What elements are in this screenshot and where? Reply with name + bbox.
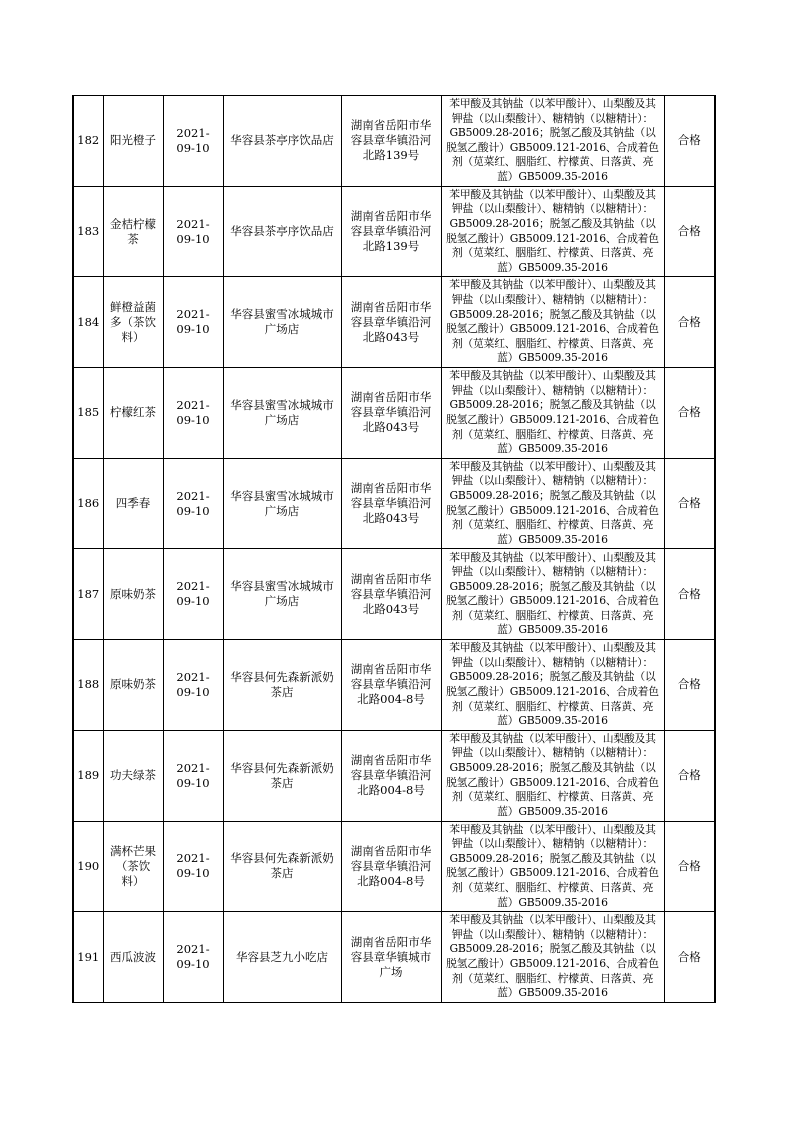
sampling-date: 2021-09-10 bbox=[163, 912, 223, 1003]
shop-name: 华容县蜜雪冰城城市广场店 bbox=[223, 458, 341, 549]
table-row bbox=[73, 368, 715, 459]
test-items: 苯甲酸及其钠盐（以苯甲酸计）、山梨酸及其钾盐（以山梨酸计）、糖精钠（以糖精计）：GB5009.28-2016；脱氢乙酸及其钠盐（以脱氢乙酸计）GB5009.121-2016、合成着色剂（苋菜红、胭脂红、柠檬黄、日落黄、亮蓝）GB5009.35-2016 bbox=[441, 186, 664, 277]
test-result: 合格 bbox=[664, 368, 715, 459]
shop-name: 华容县蜜雪冰城城市广场店 bbox=[223, 549, 341, 640]
table-row bbox=[73, 730, 715, 821]
shop-address: 湖南省岳阳市华容县章华镇沿河北路004-8号 bbox=[341, 640, 441, 731]
product-name: 原味奶茶 bbox=[103, 549, 163, 640]
row-number: 187 bbox=[73, 549, 103, 640]
row-number: 188 bbox=[73, 640, 103, 731]
test-result: 合格 bbox=[664, 96, 715, 187]
table-row bbox=[73, 277, 715, 368]
shop-address: 湖南省岳阳市华容县章华镇沿河北路004-8号 bbox=[341, 730, 441, 821]
test-items: 苯甲酸及其钠盐（以苯甲酸计）、山梨酸及其钾盐（以山梨酸计）、糖精钠（以糖精计）：GB5009.28-2016；脱氢乙酸及其钠盐（以脱氢乙酸计）GB5009.121-2016、合成着色剂（苋菜红、胭脂红、柠檬黄、日落黄、亮蓝）GB5009.35-2016 bbox=[441, 730, 664, 821]
table-row bbox=[73, 549, 715, 640]
table-row bbox=[73, 821, 715, 912]
table-row bbox=[73, 458, 715, 549]
product-name: 功夫绿茶 bbox=[103, 730, 163, 821]
sampling-date: 2021-09-10 bbox=[163, 821, 223, 912]
product-name: 满杯芒果（茶饮料） bbox=[103, 821, 163, 912]
test-items: 苯甲酸及其钠盐（以苯甲酸计）、山梨酸及其钾盐（以山梨酸计）、糖精钠（以糖精计）：GB5009.28-2016；脱氢乙酸及其钠盐（以脱氢乙酸计）GB5009.121-2016、合成着色剂（苋菜红、胭脂红、柠檬黄、日落黄、亮蓝）GB5009.35-2016 bbox=[441, 277, 664, 368]
shop-name: 华容县芝九小吃店 bbox=[223, 912, 341, 1003]
test-result: 合格 bbox=[664, 186, 715, 277]
test-items: 苯甲酸及其钠盐（以苯甲酸计）、山梨酸及其钾盐（以山梨酸计）、糖精钠（以糖精计）：GB5009.28-2016；脱氢乙酸及其钠盐（以脱氢乙酸计）GB5009.121-2016、合成着色剂（苋菜红、胭脂红、柠檬黄、日落黄、亮蓝）GB5009.35-2016 bbox=[441, 821, 664, 912]
sampling-date: 2021-09-10 bbox=[163, 96, 223, 187]
test-result: 合格 bbox=[664, 912, 715, 1003]
row-number: 189 bbox=[73, 730, 103, 821]
table-body bbox=[73, 96, 715, 1003]
shop-name: 华容县何先森新派奶茶店 bbox=[223, 821, 341, 912]
test-items: 苯甲酸及其钠盐（以苯甲酸计）、山梨酸及其钾盐（以山梨酸计）、糖精钠（以糖精计）：GB5009.28-2016；脱氢乙酸及其钠盐（以脱氢乙酸计）GB5009.121-2016、合成着色剂（苋菜红、胭脂红、柠檬黄、日落黄、亮蓝）GB5009.35-2016 bbox=[441, 96, 664, 187]
shop-name: 华容县蜜雪冰城城市广场店 bbox=[223, 368, 341, 459]
shop-address: 湖南省岳阳市华容县章华镇沿河北路043号 bbox=[341, 549, 441, 640]
row-number: 185 bbox=[73, 368, 103, 459]
product-name: 阳光橙子 bbox=[103, 96, 163, 187]
test-result: 合格 bbox=[664, 458, 715, 549]
test-items: 苯甲酸及其钠盐（以苯甲酸计）、山梨酸及其钾盐（以山梨酸计）、糖精钠（以糖精计）：GB5009.28-2016；脱氢乙酸及其钠盐（以脱氢乙酸计）GB5009.121-2016、合成着色剂（苋菜红、胭脂红、柠檬黄、日落黄、亮蓝）GB5009.35-2016 bbox=[441, 640, 664, 731]
row-number: 191 bbox=[73, 912, 103, 1003]
shop-address: 湖南省岳阳市华容县章华镇沿河北路004-8号 bbox=[341, 821, 441, 912]
shop-name: 华容县蜜雪冰城城市广场店 bbox=[223, 277, 341, 368]
test-result: 合格 bbox=[664, 730, 715, 821]
row-number: 190 bbox=[73, 821, 103, 912]
shop-name: 华容县何先森新派奶茶店 bbox=[223, 730, 341, 821]
product-name: 柠檬红茶 bbox=[103, 368, 163, 459]
test-result: 合格 bbox=[664, 821, 715, 912]
sampling-date: 2021-09-10 bbox=[163, 640, 223, 731]
shop-address: 湖南省岳阳市华容县章华镇沿河北路139号 bbox=[341, 186, 441, 277]
shop-address: 湖南省岳阳市华容县章华镇沿河北路043号 bbox=[341, 458, 441, 549]
sampling-date: 2021-09-10 bbox=[163, 730, 223, 821]
test-result: 合格 bbox=[664, 549, 715, 640]
sampling-date: 2021-09-10 bbox=[163, 458, 223, 549]
test-result: 合格 bbox=[664, 640, 715, 731]
shop-name: 华容县何先森新派奶茶店 bbox=[223, 640, 341, 731]
test-result: 合格 bbox=[664, 277, 715, 368]
test-items: 苯甲酸及其钠盐（以苯甲酸计）、山梨酸及其钾盐（以山梨酸计）、糖精钠（以糖精计）：GB5009.28-2016；脱氢乙酸及其钠盐（以脱氢乙酸计）GB5009.121-2016、合成着色剂（苋菜红、胭脂红、柠檬黄、日落黄、亮蓝）GB5009.35-2016 bbox=[441, 912, 664, 1003]
row-number: 182 bbox=[73, 96, 103, 187]
sampling-date: 2021-09-10 bbox=[163, 186, 223, 277]
test-items: 苯甲酸及其钠盐（以苯甲酸计）、山梨酸及其钾盐（以山梨酸计）、糖精钠（以糖精计）：GB5009.28-2016；脱氢乙酸及其钠盐（以脱氢乙酸计）GB5009.121-2016、合成着色剂（苋菜红、胭脂红、柠檬黄、日落黄、亮蓝）GB5009.35-2016 bbox=[441, 458, 664, 549]
shop-address: 湖南省岳阳市华容县章华镇城市广场 bbox=[341, 912, 441, 1003]
table-row bbox=[73, 186, 715, 277]
product-name: 西瓜波波 bbox=[103, 912, 163, 1003]
product-name: 金桔柠檬茶 bbox=[103, 186, 163, 277]
product-name: 鲜橙益菌多（茶饮料） bbox=[103, 277, 163, 368]
product-name: 原味奶茶 bbox=[103, 640, 163, 731]
table-row bbox=[73, 640, 715, 731]
inspection-results-table bbox=[72, 95, 716, 1003]
row-number: 183 bbox=[73, 186, 103, 277]
sampling-date: 2021-09-10 bbox=[163, 277, 223, 368]
sampling-date: 2021-09-10 bbox=[163, 549, 223, 640]
shop-address: 湖南省岳阳市华容县章华镇沿河北路139号 bbox=[341, 96, 441, 187]
row-number: 184 bbox=[73, 277, 103, 368]
test-items: 苯甲酸及其钠盐（以苯甲酸计）、山梨酸及其钾盐（以山梨酸计）、糖精钠（以糖精计）：GB5009.28-2016；脱氢乙酸及其钠盐（以脱氢乙酸计）GB5009.121-2016、合成着色剂（苋菜红、胭脂红、柠檬黄、日落黄、亮蓝）GB5009.35-2016 bbox=[441, 368, 664, 459]
shop-name: 华容县茶亭序饮品店 bbox=[223, 96, 341, 187]
product-name: 四季春 bbox=[103, 458, 163, 549]
table-row bbox=[73, 96, 715, 187]
test-items: 苯甲酸及其钠盐（以苯甲酸计）、山梨酸及其钾盐（以山梨酸计）、糖精钠（以糖精计）：GB5009.28-2016；脱氢乙酸及其钠盐（以脱氢乙酸计）GB5009.121-2016、合成着色剂（苋菜红、胭脂红、柠檬黄、日落黄、亮蓝）GB5009.35-2016 bbox=[441, 549, 664, 640]
shop-address: 湖南省岳阳市华容县章华镇沿河北路043号 bbox=[341, 277, 441, 368]
shop-name: 华容县茶亭序饮品店 bbox=[223, 186, 341, 277]
row-number: 186 bbox=[73, 458, 103, 549]
sampling-date: 2021-09-10 bbox=[163, 368, 223, 459]
shop-address: 湖南省岳阳市华容县章华镇沿河北路043号 bbox=[341, 368, 441, 459]
table-row bbox=[73, 912, 715, 1003]
